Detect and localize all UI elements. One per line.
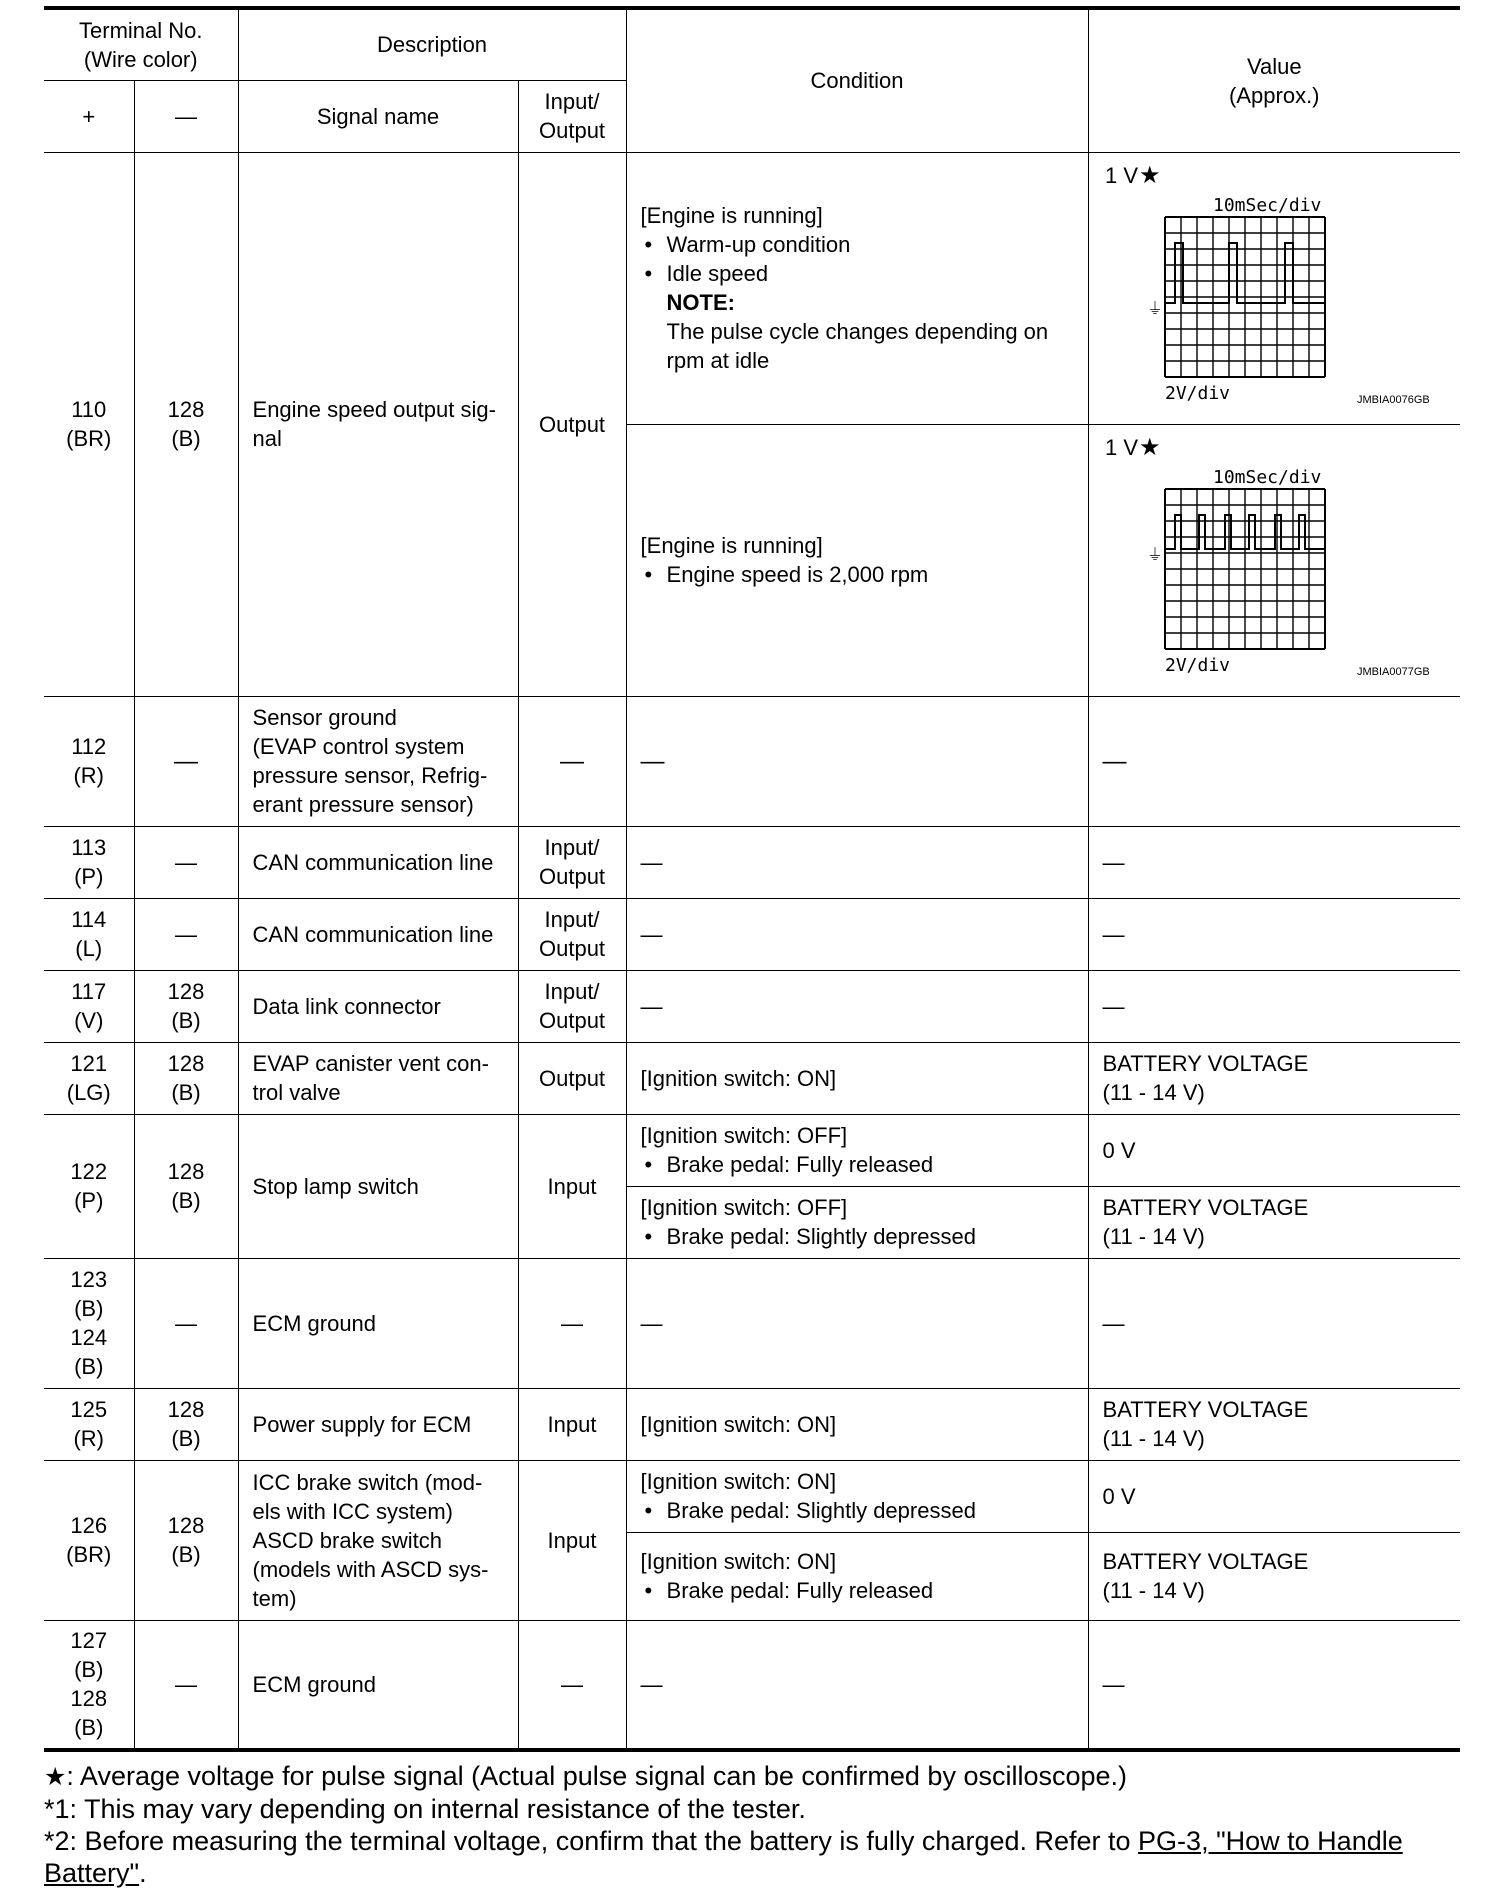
condition-cell: [Ignition switch: ON] • Brake pedal: Slightly depressed [626,1460,1088,1532]
terminal-plus: 121 (LG) [44,1042,134,1114]
star-icon: ★ [1138,161,1161,189]
terminal-plus: 122 (P) [44,1114,134,1258]
table-row [44,1620,1460,1750]
condition-cell: [Ignition switch: OFF] • Brake pedal: Fully released [626,1114,1088,1186]
description-header: Description [238,8,626,80]
waveform-2000rpm [1089,425,1461,693]
terminal-minus: 128 (B) [134,1114,238,1258]
condition-cell: — [626,826,1088,898]
footnote-star: ★: Average voltage for pulse signal (Actual pulse signal can be confirmed by oscilloscope.) [44,1761,1128,1791]
io-type: — [518,1258,626,1388]
waveform-idle [1089,153,1461,421]
wave-voltage: 1 V [1104,434,1138,460]
table-row [44,970,1460,1042]
signal-name: Engine speed output sig- nal [238,152,518,696]
waveform-cell [1088,424,1460,696]
signal-name: ECM ground [238,1258,518,1388]
signal-name: Data link connector [238,970,518,1042]
value-cell: BATTERY VOLTAGE (11 - 14 V) [1088,1532,1460,1620]
waveform-cell [1088,152,1460,424]
value-cell: — [1088,970,1460,1042]
footnotes [44,1760,1460,1889]
value-cell: 0 V [1088,1114,1460,1186]
condition-cell: — [626,898,1088,970]
terminal-no-header: Terminal No. (Wire color) [44,8,238,80]
condition-cell: [Ignition switch: ON] [626,1388,1088,1460]
signal-name: EVAP canister vent con- trol valve [238,1042,518,1114]
signal-name: Stop lamp switch [238,1114,518,1258]
table-row [44,696,1460,826]
value-cell: — [1088,1620,1460,1750]
terminal-plus: 123 (B) 124 (B) [44,1258,134,1388]
condition-cell: — [626,1620,1088,1750]
io-type: Output [518,152,626,696]
terminal-plus: 112 (R) [44,696,134,826]
signal-name: CAN communication line [238,826,518,898]
ecm-terminal-table [44,6,1460,1752]
io-type: Input [518,1388,626,1460]
io-type: Input/ Output [518,826,626,898]
terminal-minus: — [134,1258,238,1388]
value-cell: 0 V [1088,1460,1460,1532]
value-cell: — [1088,826,1460,898]
value-cell: — [1088,696,1460,826]
star-icon: ★ [1138,433,1161,461]
wave-vscale: 2V/div [1164,382,1230,404]
signal-name: ECM ground [238,1620,518,1750]
terminal-table-page [44,6,1460,1889]
wave-vscale: 2V/div [1164,654,1230,676]
footnote-1: *1: This may vary depending on internal resistance of the tester. [44,1794,806,1824]
io-type: Output [518,1042,626,1114]
io-type: Input/ Output [518,970,626,1042]
signal-name: ICC brake switch (mod- els with ICC system) ASCD brake switch (models with ASCD sys- tem) [238,1460,518,1620]
value-cell: BATTERY VOLTAGE (11 - 14 V) [1088,1186,1460,1258]
table-row [44,826,1460,898]
terminal-plus: 126 (BR) [44,1460,134,1620]
condition-cell: [Ignition switch: ON] [626,1042,1088,1114]
value-header: Value (Approx.) [1088,8,1460,152]
io-type: Input [518,1460,626,1620]
condition-cell: — [626,970,1088,1042]
table-row [44,1114,1460,1186]
condition-cell: [Engine is running] • Warm-up condition • Idle speed NOTE: The pulse cycle changes depending on rpm at idle [626,152,1088,424]
terminal-plus: 117 (V) [44,970,134,1042]
terminal-minus: 128 (B) [134,152,238,696]
io-header: Input/ Output [518,80,626,152]
io-type: Input/ Output [518,898,626,970]
minus-header: — [134,80,238,152]
table-row [44,898,1460,970]
figure-id: JMBIA0077GB [1356,665,1430,678]
battery-link[interactable]: PG-3, "How to Handle Battery" [44,1826,1403,1888]
signal-name: Sensor ground (EVAP control system pressure sensor, Refrig- erant pressure sensor) [238,696,518,826]
terminal-minus: 128 (B) [134,1042,238,1114]
terminal-minus: — [134,898,238,970]
condition-cell: [Engine is running] • Engine speed is 2,000 rpm [626,424,1088,696]
star-icon: ★ [44,1763,67,1791]
terminal-plus: 110 (BR) [44,152,134,696]
wave-voltage: 1 V [1104,162,1138,188]
terminal-plus: 127 (B) 128 (B) [44,1620,134,1750]
signal-name: CAN communication line [238,898,518,970]
ground-icon: ⏚ [1146,300,1163,318]
value-cell: — [1088,898,1460,970]
wave-timebase: 10mSec/div [1212,466,1321,488]
condition-cell: — [626,1258,1088,1388]
terminal-minus: — [134,826,238,898]
value-cell: — [1088,1258,1460,1388]
value-cell: BATTERY VOLTAGE (11 - 14 V) [1088,1042,1460,1114]
value-cell: BATTERY VOLTAGE (11 - 14 V) [1088,1388,1460,1460]
table-row [44,1258,1460,1388]
wave-timebase: 10mSec/div [1212,194,1321,216]
table-row [44,1460,1460,1532]
ground-icon: ⏚ [1146,546,1163,564]
terminal-minus: — [134,696,238,826]
signal-name-header: Signal name [238,80,518,152]
plus-header: + [44,80,134,152]
terminal-minus: 128 (B) [134,1460,238,1620]
io-type: — [518,696,626,826]
signal-name: Power supply for ECM [238,1388,518,1460]
condition-cell: [Ignition switch: ON] • Brake pedal: Fully released [626,1532,1088,1620]
io-type: Input [518,1114,626,1258]
io-type: — [518,1620,626,1750]
figure-id: JMBIA0076GB [1356,393,1430,406]
terminal-plus: 125 (R) [44,1388,134,1460]
condition-cell: — [626,696,1088,826]
footnote-2: *2: Before measuring the terminal voltage, confirm that the battery is fully charged. Refer to PG-3, "How to Handle Battery". [44,1826,1403,1888]
terminal-minus: 128 (B) [134,970,238,1042]
condition-header: Condition [626,8,1088,152]
terminal-minus: — [134,1620,238,1750]
table-row [44,1042,1460,1114]
terminal-minus: 128 (B) [134,1388,238,1460]
terminal-plus: 113 (P) [44,826,134,898]
table-row [44,1388,1460,1460]
terminal-plus: 114 (L) [44,898,134,970]
condition-cell: [Ignition switch: OFF] • Brake pedal: Slightly depressed [626,1186,1088,1258]
